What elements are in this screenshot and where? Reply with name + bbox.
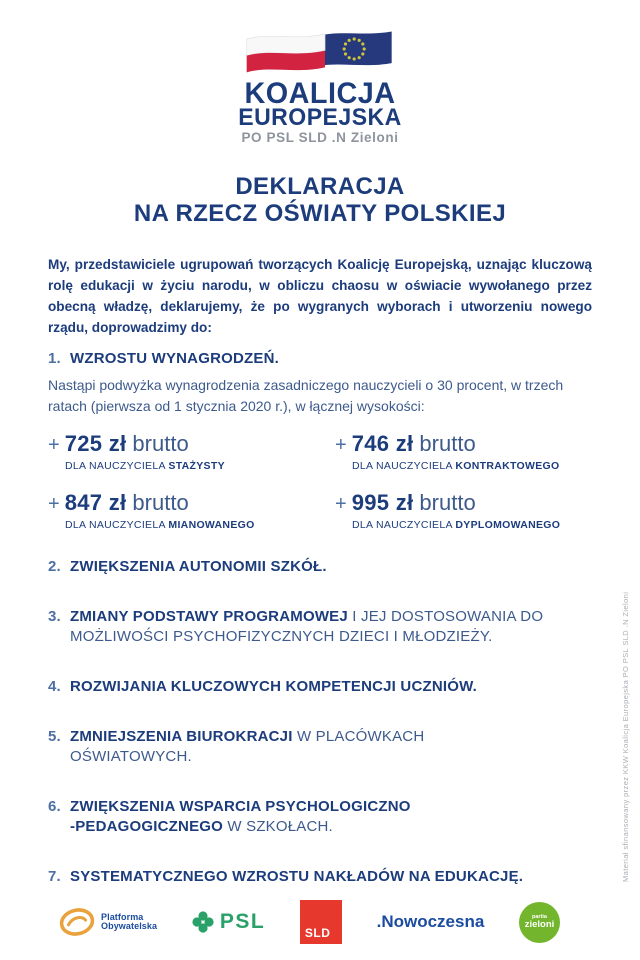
item-number: 2. xyxy=(48,558,61,575)
salary-label-prefix: DLA NAUCZYCIELA xyxy=(65,519,169,531)
item-text xyxy=(70,798,411,835)
plus-sign: + xyxy=(48,493,60,515)
nowoczesna-logo-label: .Nowoczesna xyxy=(376,912,485,931)
item-text-regular: W SZKOŁACH. xyxy=(223,818,333,835)
poland-eu-flags-icon xyxy=(245,28,395,80)
list-item xyxy=(48,727,592,767)
salary-unit: brutto xyxy=(132,431,189,456)
item-number: 5. xyxy=(48,728,61,745)
list-item xyxy=(48,797,592,837)
page-title-line1: DEKLARACJA xyxy=(235,173,405,200)
item-text xyxy=(70,558,327,575)
salary-value: 746 zł xyxy=(351,431,414,456)
item-number: 1. xyxy=(48,350,61,367)
item-text-bold: SYSTEMATYCZNEGO WZROSTU NAKŁADÓW NA EDUKACJĘ. xyxy=(70,868,524,885)
salary-label xyxy=(352,519,592,531)
item-text-regular: OŚWIATOWYCH. xyxy=(70,748,192,765)
item-text-bold: ZMIANY PODSTAWY PROGRAMOWEJ xyxy=(70,608,348,625)
item-text-bold: ZMNIEJSZENIA BIUROKRACJI xyxy=(70,728,293,745)
funding-side-note: Materiał sfinansowany przez KKW Koalicja Europejska PO PSL SLD .N Zieloni xyxy=(621,591,630,882)
psl-logo xyxy=(192,910,265,934)
salary-label-prefix: DLA NAUCZYCIELA xyxy=(352,460,456,472)
salary-label xyxy=(65,519,335,531)
salary-value: 847 zł xyxy=(64,490,127,515)
salary-cell-dyplomowany xyxy=(335,490,592,531)
item-text xyxy=(70,678,477,695)
salary-value: 995 zł xyxy=(351,490,414,515)
po-swirl-icon xyxy=(58,905,96,939)
item-number: 4. xyxy=(48,678,61,695)
salary-label-category: DYPLOMOWANEGO xyxy=(455,519,561,531)
psl-logo-label: PSL xyxy=(219,910,266,933)
salary-label-category: KONTRAKTOWEGO xyxy=(455,460,560,472)
item-text-bold: ZWIĘKSZENIA WSPARCIA PSYCHOLOGICZNO xyxy=(70,798,411,815)
salary-cell-stazysta xyxy=(48,431,335,472)
salary-amount xyxy=(335,431,592,458)
intro-paragraph: My, przedstawiciele ugrupowań tworzących Koalicję Europejską, uznając kluczową rolę edukacji w życiu narodu, w obliczu chaosu w oświacie wywołanego przez obecną władzę, deklarujemy, że po wygranych wyborach i utworzeniu nowego rządu, doprowadzimy do: xyxy=(48,257,592,335)
brand-parties-subtitle: PO PSL SLD .N Zieloni xyxy=(241,130,399,145)
list-item xyxy=(48,607,592,647)
list-item xyxy=(48,677,592,697)
item-text-regular: MOŻLIWOŚCI PSYCHOFIZYCZNYCH DZIECI I MŁODZIEŻY. xyxy=(70,628,493,645)
item-text-bold: ZWIĘKSZENIA AUTONOMII SZKÓŁ. xyxy=(70,558,327,575)
item-text xyxy=(70,608,543,645)
plus-sign: + xyxy=(335,434,347,456)
sld-logo xyxy=(300,900,342,944)
item-text-regular: W PLACÓWKACH xyxy=(292,728,425,745)
psl-clover-icon xyxy=(192,911,214,933)
salary-unit: brutto xyxy=(132,490,189,515)
salary-cell-kontraktowy xyxy=(335,431,592,472)
page-title-line2: NA RZECZ OŚWIATY POLSKIEJ xyxy=(133,200,507,227)
zieloni-logo-line2: zieloni xyxy=(524,919,555,930)
item-text-regular: I JEJ DOSTOSOWANIA DO xyxy=(347,608,544,625)
zieloni-logo-line1: partia xyxy=(532,914,547,920)
list-item-1 xyxy=(48,349,592,369)
plus-sign: + xyxy=(335,493,347,515)
item-text xyxy=(70,868,523,885)
salary-label-prefix: DLA NAUCZYCIELA xyxy=(65,460,169,472)
salary-label-category: STAŻYSTY xyxy=(168,460,225,472)
salary-label-prefix: DLA NAUCZYCIELA xyxy=(352,519,456,531)
brand-name-line2: EUROPEJSKA xyxy=(238,104,402,131)
item-number: 6. xyxy=(48,798,61,815)
salary-unit: brutto xyxy=(419,490,476,515)
list-item xyxy=(48,557,592,577)
salary-amount xyxy=(335,490,592,517)
salary-amount xyxy=(48,431,335,458)
po-logo-label xyxy=(101,913,157,932)
plus-sign: + xyxy=(48,434,60,456)
brand-name-line1: KOALICJA xyxy=(244,77,396,110)
zieloni-logo xyxy=(519,902,560,943)
salary-label-category: MIANOWANEGO xyxy=(168,519,255,531)
salary-amount xyxy=(48,490,335,517)
page-title xyxy=(48,173,592,227)
party-logos-footer xyxy=(0,896,640,948)
item-number: 3. xyxy=(48,608,61,625)
salary-cell-mianowany xyxy=(48,490,335,531)
coalition-brand-header xyxy=(48,28,592,145)
po-logo xyxy=(58,905,157,939)
item-text xyxy=(70,728,424,765)
item-1-description: Nastąpi podwyżka wynagrodzenia zasadniczego nauczycieli o 30 procent, w trzech ratach (pierwsza od 1 stycznia 2020 r.), w łącznej wysokości: xyxy=(48,377,564,414)
item-number: 7. xyxy=(48,868,61,885)
po-logo-line2: Obywatelska xyxy=(101,921,158,931)
item-text-bold: -PEDAGOGICZNEGO xyxy=(70,818,224,835)
po-logo-line1: Platforma xyxy=(101,911,144,922)
salary-unit: brutto xyxy=(419,431,476,456)
salary-value: 725 zł xyxy=(64,431,127,456)
nowoczesna-logo xyxy=(377,912,485,932)
salary-label xyxy=(65,460,335,472)
item-text-bold: WZROSTU WYNAGRODZEŃ. xyxy=(70,350,279,367)
items-rest xyxy=(48,557,592,887)
list-item xyxy=(48,867,592,887)
item-text-bold: ROZWIJANIA KLUCZOWYCH KOMPETENCJI UCZNIÓW. xyxy=(70,678,477,695)
sld-logo-label: SLD xyxy=(304,926,331,940)
salary-grid xyxy=(48,431,592,531)
salary-label xyxy=(352,460,592,472)
